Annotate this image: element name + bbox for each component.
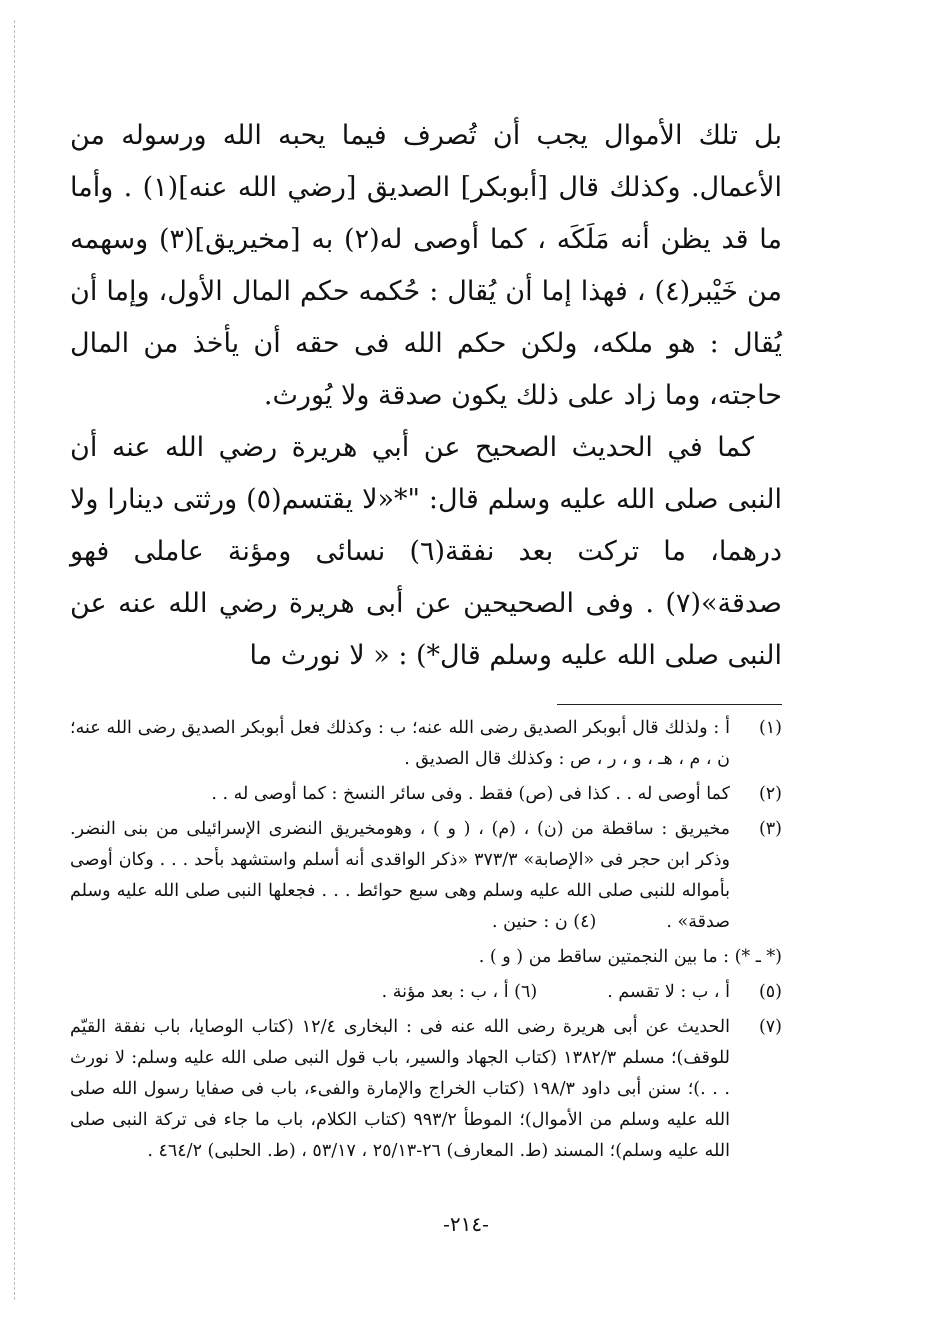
book-page <box>70 110 782 1167</box>
footnote-text: (* ـ *) : ما بين النجمتين ساقط من ( و ) . <box>478 947 782 967</box>
footnote-number: (٢) <box>758 784 782 804</box>
main-paragraph-2: كما في الحديث الصحيح عن أبي هريرة رضي الله عنه أن النبى صلى الله عليه وسلم قال: "*«لا يقتسم(٥) ورثتى دينارا ولا درهما، ما تركت بعد نفقة(٦) نسائى ومؤنة عاملى فهو صدقة»(٧) . وفى الصحيحين عن أبى هريرة رضي الله عنه عن النبى صلى الله عليه وسلم قال*) : « لا نورث ما <box>70 432 782 671</box>
footnote-body <box>70 977 730 1008</box>
main-text <box>70 110 782 682</box>
footnote-text: الحديث عن أبى هريرة رضى الله عنه فى : البخارى ١٢/٤ (كتاب الوصايا، باب نفقة القيّم للوقف)؛ مسلم ١٣٨٢/٣ (كتاب الجهاد والسير، باب قول النبى صلى الله عليه وسلم: لا نورث . . .)؛ سنن أبى داود ١٩٨/٣ (كتاب الخراج والإمارة والفىء، باب فى صفايا رسول الله صلى الله عليه وسلم من الأموال)؛ الموطأ ٩٩٣/٢ (كتاب الكلام، باب ما جاء فى تركة النبى صلى الله عليه وسلم)؛ المسند (ط. المعارف) ٢٦-٢٥/١٣ ، ٥٣/١٧ ، (ط. الحلبى) ٤٦٤/٢ . <box>70 1017 731 1161</box>
footnote-text: أ : ولذلك قال أبوبكر الصديق رضى الله عنه؛ ب : وكذلك فعل أبوبكر الصديق رضى الله عنه؛ ن ، م ، هـ ، و ، ر ، ص : وكذلك قال الصديق . <box>70 718 730 769</box>
footnote <box>70 713 782 775</box>
footnote-separator <box>557 704 782 705</box>
footnote <box>70 814 782 938</box>
footnote-text: كما أوصى له . . كذا فى (ص) فقط . وفى سائر النسخ : كما أوصى له . . <box>211 784 730 804</box>
page-number: -٢١٤- <box>443 1212 489 1236</box>
footnote <box>70 977 782 1008</box>
footnote-number: (٣) <box>758 819 782 839</box>
footnote-inline-extra: (٤) ن : حنين . <box>492 912 597 932</box>
footnote-number: (١) <box>758 718 782 738</box>
scan-margin-line <box>14 20 15 1300</box>
footnote-inline-extra: (٦) أ ، ب : بعد مؤنة . <box>381 982 538 1002</box>
footnote-text: مخيريق : ساقطة من (ن) ، (م) ، ( و ) ، وهومخيريق النضرى الإسرائيلى من بنى النضر. وذكر ابن حجر فى «الإصابة» ٣٧٣/٣ «ذكر الواقدى أنه أسلم واستشهد بأحد . . . وكان أوصى بأمواله للنبى صلى الله عليه وسلم وهى سبع حوائط . . . فجعلها النبى صلى الله عليه وسلم صدقة» . <box>70 819 730 932</box>
footnotes <box>70 713 782 1167</box>
footnote-body <box>70 814 730 938</box>
footnote-number: (٥) <box>758 982 782 1002</box>
footnote-number: (٧) <box>758 1017 782 1037</box>
footnote <box>70 942 782 973</box>
footnote-text: أ ، ب : لا تقسم . <box>607 982 730 1002</box>
footnote <box>70 1012 782 1167</box>
footnote <box>70 779 782 810</box>
main-paragraph-1: بل تلك الأموال يجب أن تُصرف فيما يحبه الله ورسوله من الأعمال. وكذلك قال [أبوبكر] الصديق [رضي الله عنه](١) . وأما ما قد يظن أنه مَلَكَه ، كما أوصى له(٢) به [مخيريق](٣) وسهمه من خَيْبر(٤) ، فهذا إما أن يُقال : حُكمه حكم المال الأول، وإما أن يُقال : هو ملكه، ولكن حكم الله فى حقه أن يأخذ من المال حاجته، وما زاد على ذلك يكون صدقة ولا يُورث. <box>70 120 783 411</box>
